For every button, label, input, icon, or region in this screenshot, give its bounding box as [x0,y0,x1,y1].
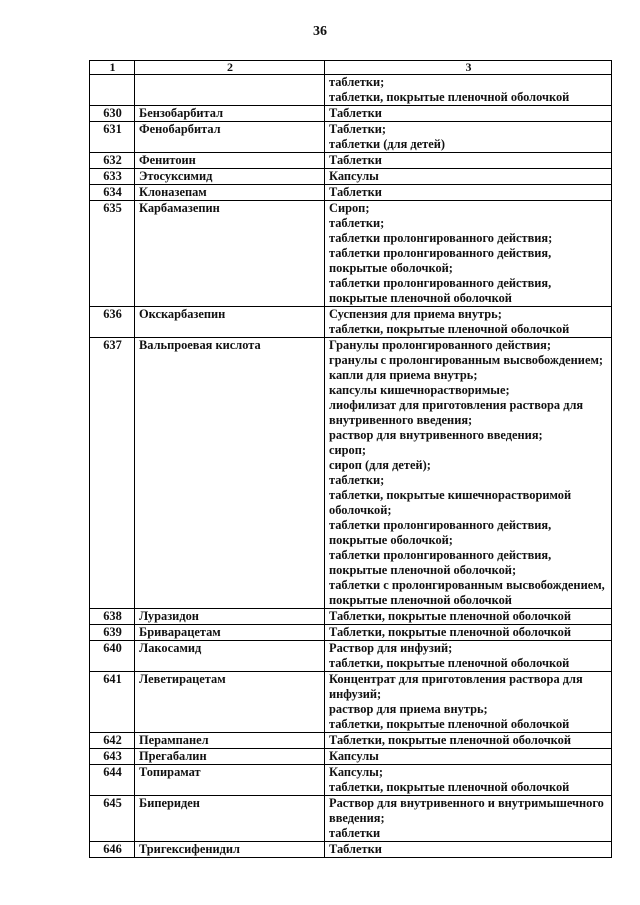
table-row [90,307,612,338]
dosage-form-line: Раствор для внутривенного и внутримышечного [329,796,604,810]
table-row [90,75,612,106]
table-body [90,75,612,858]
row-number: 639 [90,625,135,641]
dosage-form-line: Таблетки; [329,122,386,136]
medicine-name: Прегабалин [135,749,325,765]
dosage-form-line: Капсулы [329,169,379,183]
table-row [90,185,612,201]
dosage-form-line: таблетки, покрытые пленочной оболочкой [329,656,570,670]
dosage-form-line: покрытые оболочкой; [329,261,453,275]
dosage-form-line: таблетки пролонгированного действия, [329,276,552,290]
table-row [90,842,612,858]
table-header-row [90,61,612,75]
dosage-forms [325,201,612,307]
dosage-forms [325,796,612,842]
dosage-forms [325,733,612,749]
dosage-forms [325,338,612,609]
dosage-form-line: капли для приема внутрь; [329,368,478,382]
dosage-form-line: таблетки, покрытые пленочной оболочкой [329,780,570,794]
dosage-forms [325,122,612,153]
row-number: 638 [90,609,135,625]
row-number: 637 [90,338,135,609]
medicine-name: Фенобарбитал [135,122,325,153]
dosage-form-line: раствор для приема внутрь; [329,702,488,716]
table-row [90,122,612,153]
dosage-form-line: инфузий; [329,687,382,701]
dosage-form-line: таблетки, покрытые кишечнорастворимой [329,488,572,502]
row-number: 635 [90,201,135,307]
dosage-form-line: Таблетки [329,153,382,167]
table-row [90,201,612,307]
table-row [90,733,612,749]
row-number: 644 [90,765,135,796]
column-header-name: 2 [135,61,325,75]
dosage-forms [325,106,612,122]
row-number: 634 [90,185,135,201]
row-number [90,75,135,106]
row-number: 630 [90,106,135,122]
table-row [90,765,612,796]
dosage-form-line: таблетки пролонгированного действия, [329,548,552,562]
dosage-form-line: покрытые оболочкой; [329,533,453,547]
dosage-form-line: таблетки, покрытые пленочной оболочкой [329,90,570,104]
dosage-forms [325,765,612,796]
dosage-forms [325,749,612,765]
table-row [90,609,612,625]
table-row [90,672,612,733]
row-number: 642 [90,733,135,749]
medicine-name: Тригексифенидил [135,842,325,858]
dosage-form-line: Сироп; [329,201,370,215]
row-number: 633 [90,169,135,185]
dosage-form-line: сироп; [329,443,366,457]
dosage-form-line: Капсулы [329,749,379,763]
dosage-form-line: таблетки; [329,75,385,89]
dosage-form-line: таблетки с пролонгированным высвобождением, [329,578,605,592]
dosage-form-line: Таблетки, покрытые пленочной оболочкой [329,733,571,747]
table-row [90,153,612,169]
dosage-form-line: таблетки, покрытые пленочной оболочкой [329,717,570,731]
row-number: 632 [90,153,135,169]
row-number: 631 [90,122,135,153]
dosage-form-line: таблетки, покрытые пленочной оболочкой [329,322,570,336]
dosage-forms [325,672,612,733]
medicine-name: Этосуксимид [135,169,325,185]
row-number: 646 [90,842,135,858]
medicine-name: Бензобарбитал [135,106,325,122]
dosage-form-line: Раствор для инфузий; [329,641,453,655]
dosage-form-line: Таблетки [329,842,382,856]
dosage-form-line: таблетки; [329,216,385,230]
medicine-name: Окскарбазепин [135,307,325,338]
dosage-forms [325,185,612,201]
dosage-form-line: Таблетки [329,185,382,199]
dosage-forms [325,153,612,169]
row-number: 636 [90,307,135,338]
dosage-form-line: таблетки пролонгированного действия, [329,246,552,260]
medicines-table [89,60,612,858]
medicine-name: Леветирацетам [135,672,325,733]
medicine-name: Топирамат [135,765,325,796]
dosage-form-line: Таблетки [329,106,382,120]
dosage-form-line: таблетки; [329,473,385,487]
dosage-forms [325,842,612,858]
dosage-form-line: таблетки пролонгированного действия, [329,518,552,532]
medicine-name: Бипериден [135,796,325,842]
medicine-name: Клоназепам [135,185,325,201]
row-number: 640 [90,641,135,672]
medicine-name: Карбамазепин [135,201,325,307]
table-row [90,106,612,122]
dosage-form-line: таблетки пролонгированного действия; [329,231,553,245]
page-number: 36 [313,24,327,39]
dosage-form-line: таблетки (для детей) [329,137,445,151]
column-header-forms: 3 [325,61,612,75]
dosage-form-line: Гранулы пролонгированного действия; [329,338,551,352]
table-row [90,169,612,185]
row-number: 643 [90,749,135,765]
dosage-form-line: покрытые пленочной оболочкой [329,291,512,305]
dosage-form-line: Таблетки, покрытые пленочной оболочкой [329,625,571,639]
dosage-form-line: Концентрат для приготовления раствора для [329,672,583,686]
medicine-name: Перампанел [135,733,325,749]
dosage-form-line: таблетки [329,826,381,840]
dosage-forms [325,75,612,106]
dosage-forms [325,641,612,672]
medicine-name [135,75,325,106]
dosage-form-line: Капсулы; [329,765,383,779]
dosage-forms [325,625,612,641]
dosage-form-line: покрытые пленочной оболочкой; [329,563,517,577]
dosage-form-line: Таблетки, покрытые пленочной оболочкой [329,609,571,623]
dosage-forms [325,169,612,185]
dosage-form-line: лиофилизат для приготовления раствора для [329,398,584,412]
table-row [90,625,612,641]
table-row [90,749,612,765]
medicine-name: Бриварацетам [135,625,325,641]
medicine-name: Лакосамид [135,641,325,672]
dosage-form-line: покрытые пленочной оболочкой [329,593,512,607]
row-number: 645 [90,796,135,842]
dosage-forms [325,609,612,625]
dosage-form-line: раствор для внутривенного введения; [329,428,543,442]
dosage-form-line: введения; [329,811,385,825]
table-row [90,641,612,672]
dosage-form-line: Суспензия для приема внутрь; [329,307,502,321]
dosage-form-line: внутривенного введения; [329,413,473,427]
row-number: 641 [90,672,135,733]
dosage-form-line: сироп (для детей); [329,458,431,472]
medicine-name: Вальпроевая кислота [135,338,325,609]
column-header-number: 1 [90,61,135,75]
table-row [90,338,612,609]
medicine-name: Фенитоин [135,153,325,169]
dosage-form-line: оболочкой; [329,503,392,517]
dosage-form-line: гранулы с пролонгированным высвобождением; [329,353,604,367]
dosage-form-line: капсулы кишечнорастворимые; [329,383,510,397]
dosage-forms [325,307,612,338]
table-row [90,796,612,842]
medicine-name: Луразидон [135,609,325,625]
